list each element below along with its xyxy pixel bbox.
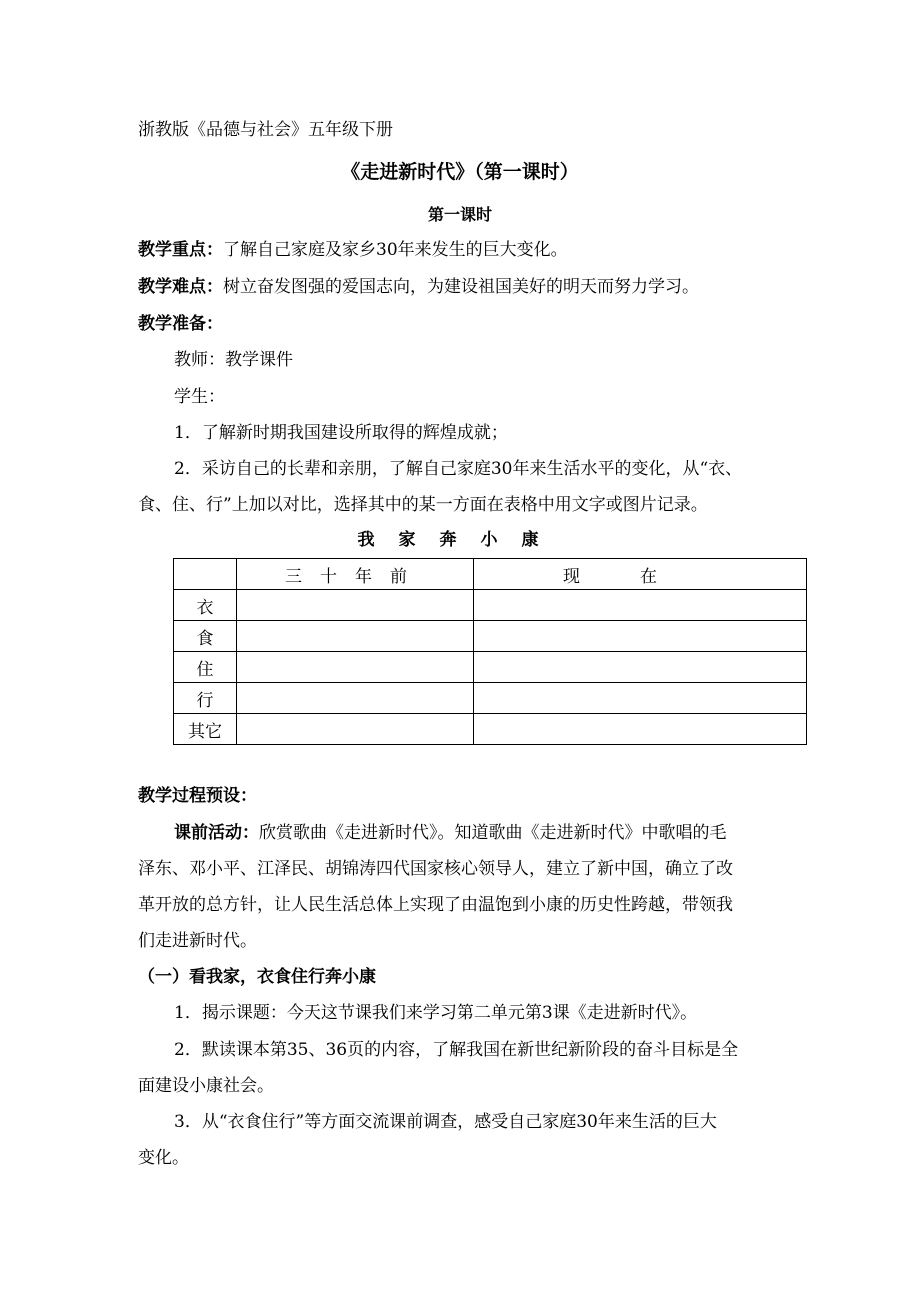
pre-activity-line-2: 泽东、邓小平、江泽民、胡锦涛四代国家核心领导人，建立了新中国，确立了改 <box>138 859 733 879</box>
step-2-line-1: 2．默读课本第35、36页的内容，了解我国在新世纪新阶段的奋斗目标是全 <box>174 1040 739 1060</box>
preparation-item-1: 1．了解新时期我国建设所取得的辉煌成就； <box>174 423 508 443</box>
preparation-item-2-line-1: 2．采访自己的长辈和亲朋，了解自己家庭30年来生活水平的变化，从“衣、 <box>174 459 743 479</box>
table-row-label: 住 <box>174 652 237 683</box>
table-row <box>174 652 807 683</box>
difficulty-label: 教学难点： <box>138 277 223 297</box>
table-row <box>174 590 807 621</box>
table-row <box>174 714 807 745</box>
table-cell-now <box>474 714 807 745</box>
pre-activity-line-4: 们走进新时代。 <box>138 931 257 951</box>
section-1-heading: （一）看我家，衣食住行奔小康 <box>138 967 376 987</box>
pre-activity-line-1 <box>174 823 834 843</box>
pre-activity-label: 课前活动： <box>174 823 259 843</box>
table-row-label: 食 <box>174 621 237 652</box>
key-point <box>138 240 798 260</box>
key-point-text: 了解自己家庭及家乡30年来发生的巨大变化。 <box>223 240 568 260</box>
step-3-line-1: 3．从“衣食住行”等方面交流课前调查，感受自己家庭30年来生活的巨大 <box>174 1112 717 1132</box>
table-cell-past <box>237 714 474 745</box>
table-caption: 我家奔小康 <box>357 530 563 550</box>
table-cell-past <box>237 621 474 652</box>
table-cell-past <box>237 652 474 683</box>
table-cell-now <box>474 590 807 621</box>
preparation-label: 教学准备： <box>138 314 223 334</box>
step-1: 1．揭示课题：今天这节课我们来学习第二单元第3课《走进新时代》。 <box>174 1003 698 1023</box>
pre-activity-text: 欣赏歌曲《走进新时代》。知道歌曲《走进新时代》中歌唱的毛 <box>259 823 727 843</box>
table-header-corner <box>174 559 237 590</box>
table-row <box>174 683 807 714</box>
key-point-label: 教学重点： <box>138 240 223 260</box>
table-cell-now <box>474 683 807 714</box>
step-3-line-2: 变化。 <box>138 1148 189 1168</box>
difficulty <box>138 277 798 297</box>
table-row-label: 其它 <box>174 714 237 745</box>
lesson-title: 《走进新时代》（第一课时） <box>341 161 579 183</box>
table-row-label: 衣 <box>174 590 237 621</box>
table-cell-past <box>237 683 474 714</box>
process-label: 教学过程预设： <box>138 786 257 806</box>
difficulty-text: 树立奋发图强的爱国志向，为建设祖国美好的明天而努力学习。 <box>223 277 699 297</box>
lesson-subtitle: 第一课时 <box>427 205 492 224</box>
book-header: 浙教版《品德与社会》五年级下册 <box>138 120 393 140</box>
preparation-student: 学生： <box>174 387 225 407</box>
preparation-item-2-line-2: 食、住、行”上加以对比，选择其中的某一方面在表格中用文字或图片记录。 <box>138 495 708 515</box>
table-header-thirty-years-ago: 三十年前 <box>237 559 474 590</box>
comparison-table <box>173 558 807 745</box>
pre-activity-line-3: 革开放的总方针，让人民生活总体上实现了由温饱到小康的历史性跨越，带领我 <box>138 895 733 915</box>
step-2-line-2: 面建设小康社会。 <box>138 1076 274 1096</box>
table-cell-past <box>237 590 474 621</box>
table-cell-now <box>474 621 807 652</box>
table-header-now: 现在 <box>474 559 807 590</box>
table-cell-now <box>474 652 807 683</box>
table-row-label: 行 <box>174 683 237 714</box>
preparation-teacher: 教师：教学课件 <box>174 350 293 370</box>
table-row <box>174 621 807 652</box>
table-header-row <box>174 559 807 590</box>
